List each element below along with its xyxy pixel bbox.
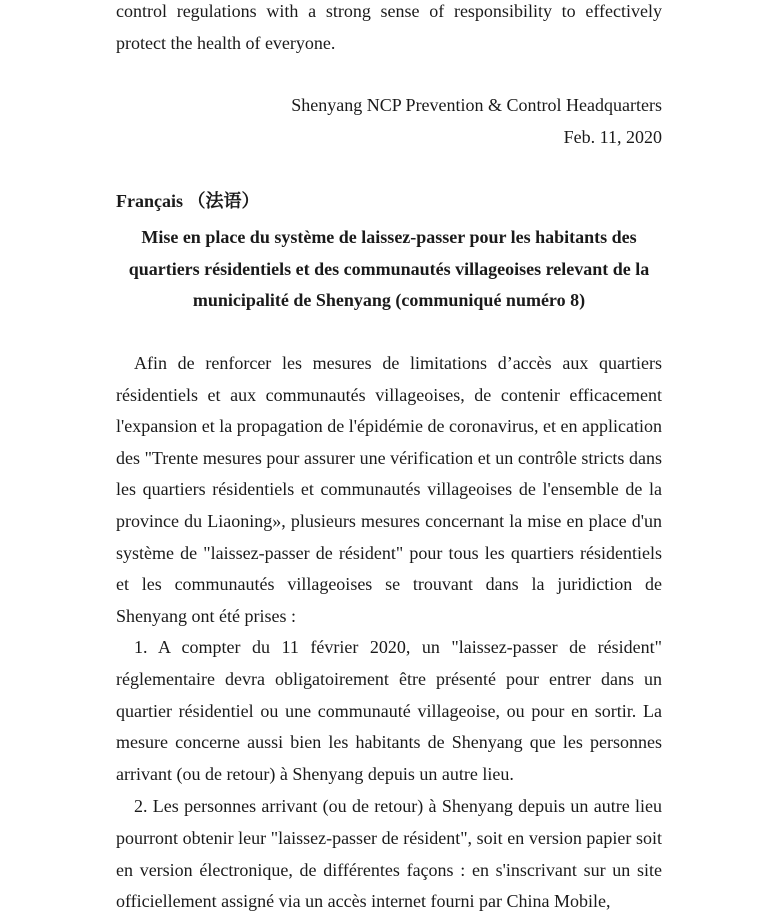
signature-org: Shenyang NCP Prevention & Control Headquarters [291, 95, 662, 115]
list-item-2: 2. Les personnes arrivant (ou de retour) à Shenyang depuis un autre lieu pourront obtenir leur "laissez-passer de résident", soit en version papier soit en version électronique, de différentes façons : en s'inscrivant sur un site officiellement assigné via un accès internet fourni par China Mobile, [116, 796, 662, 912]
title-line-3: municipalité de Shenyang (communiqué numéro 8) [192, 290, 586, 311]
title-line-1: Mise en place du système de laissez-passer pour les habitants des [141, 227, 637, 247]
intro-line-1: control regulations with a strong sense of responsibility to effectively [116, 1, 662, 21]
body-text [116, 348, 662, 918]
body-paragraph-1: Afin de renforcer les mesures de limitations d’accès aux quartiers résidentiels et aux communautés villageoises, de contenir efficacement l'expansion et la propagation de l'épidémie de coronavirus, et en application des "Trente mesures pour assurer une vérification et un contrôle stricts dans les quartiers résidentiels et communautés villageoises de l'ensemble de la province du Liaoning», plusieurs mesures concernant la mise en place d'un système de "laissez-passer de résident" pour tous les quartiers résidentiels et les communautés villageoises se trouvant dans la juridiction de Shenyang ont été prises : [116, 353, 662, 626]
language-heading: Français （法语） [116, 191, 260, 211]
signature-block [116, 90, 662, 153]
title-line-2: quartiers résidentiels et des communautés villageoises relevant de la [128, 258, 650, 279]
intro-paragraph [116, 0, 662, 59]
section-title [108, 222, 670, 317]
list-item-1: 1. A compter du 11 février 2020, un "laissez-passer de résident" réglementaire devra obligatoirement être présenté pour entrer dans un quartier résidentiel ou une communauté villageoise, ou pour en sortir. La mesure concerne aussi bien les habitants de Shenyang que les personnes arrivant (ou de retour) à Shenyang depuis un autre lieu. [116, 637, 662, 784]
intro-line-2: protect the health of everyone. [116, 32, 336, 53]
signature-date: Feb. 11, 2020 [563, 126, 662, 147]
